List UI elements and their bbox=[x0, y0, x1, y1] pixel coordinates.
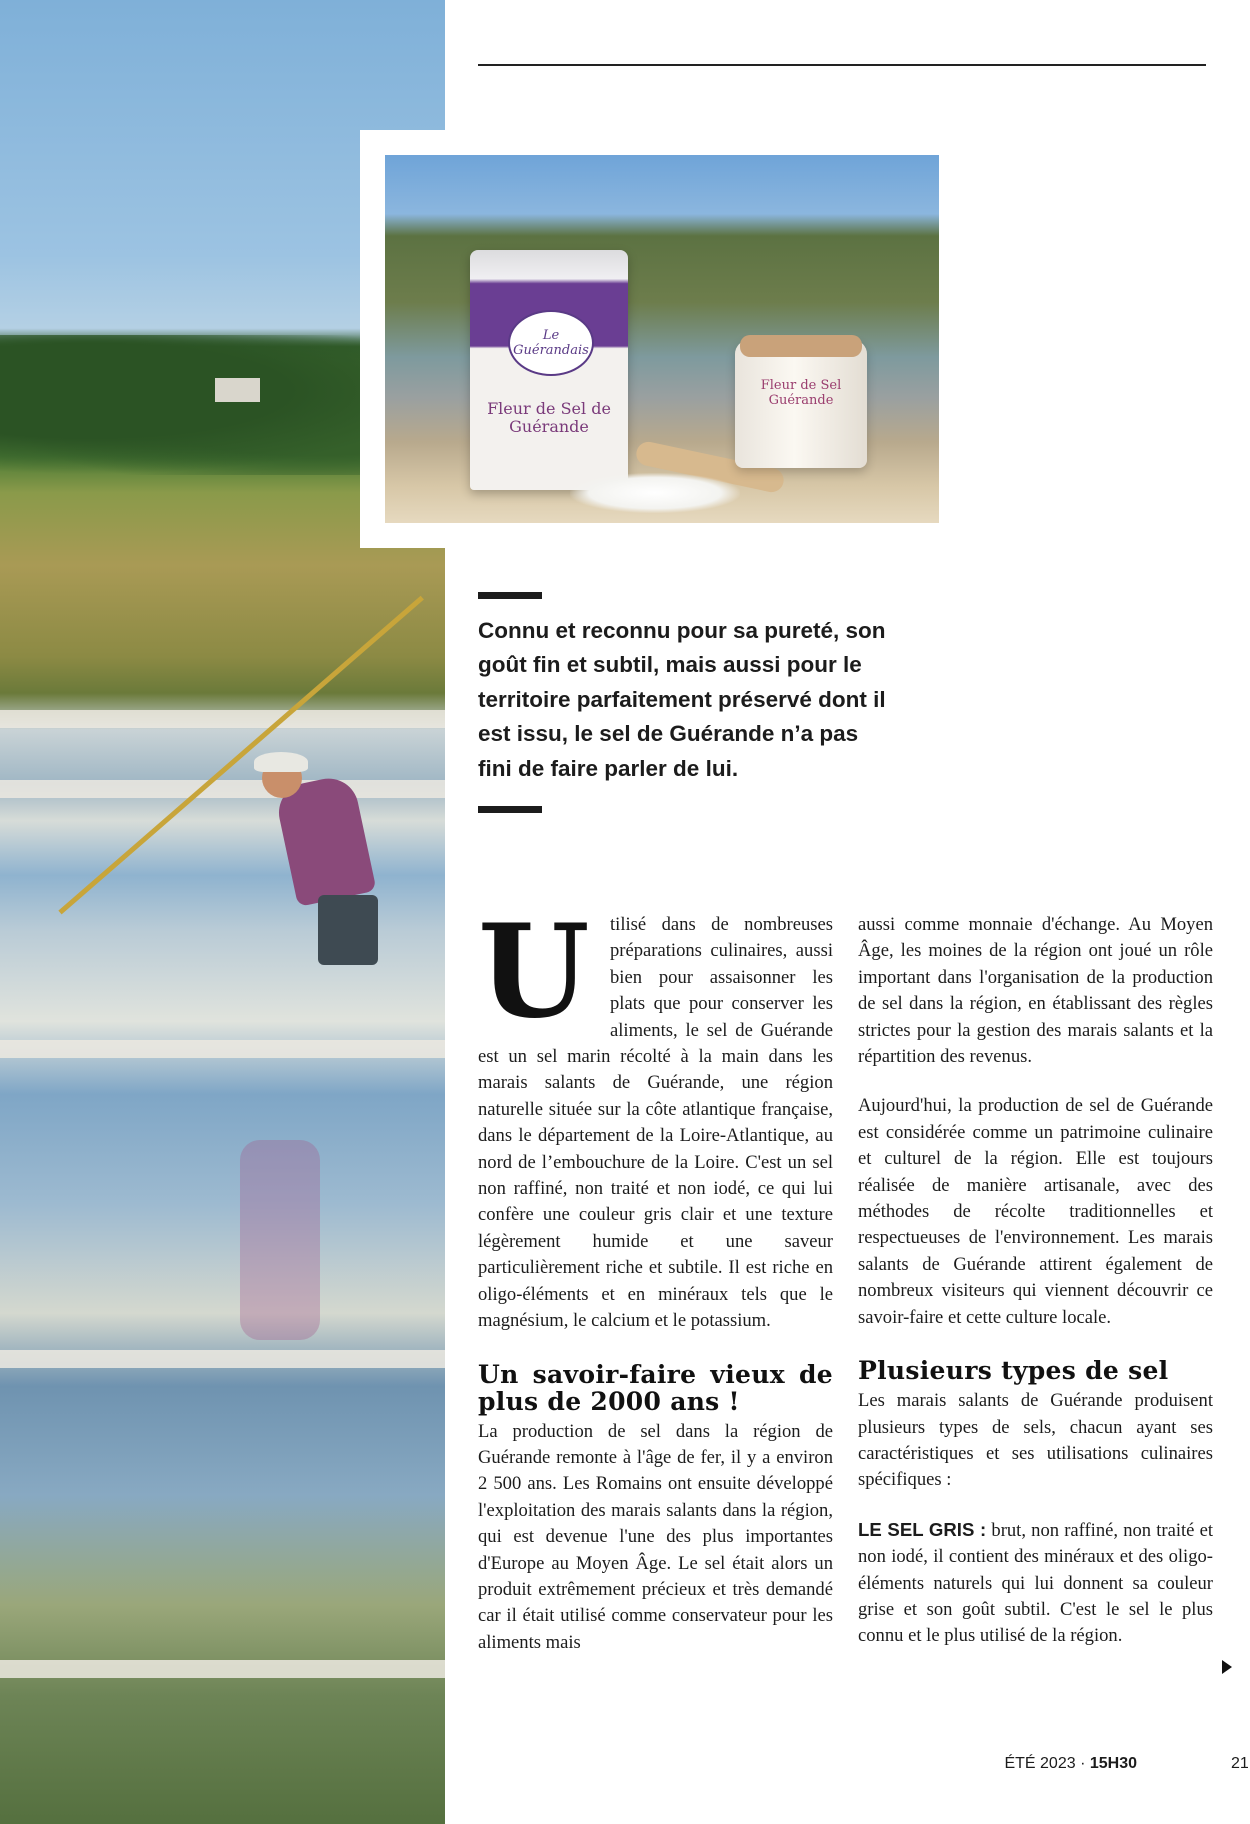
issue-label: ÉTÉ 2023 · bbox=[1004, 1755, 1090, 1772]
salt-bag bbox=[470, 250, 628, 490]
cork-lid bbox=[740, 335, 862, 357]
salt-pile bbox=[570, 473, 740, 513]
bag-label: Fleur de Sel de Guérande bbox=[487, 399, 611, 436]
article-column-2 bbox=[858, 912, 1213, 1650]
salt-jar bbox=[735, 340, 867, 468]
marsh-bank bbox=[0, 1040, 445, 1058]
marsh-bank bbox=[0, 1660, 445, 1678]
paragraph: aussi comme monnaie d'échange. Au Moyen Âge, les moines de la région ont joué un rôle important dans l'organisation de la production de sel dans la région, en établissant des règles strictes pour la gestion des marais salants et la répartition des revenus. bbox=[858, 914, 1213, 1068]
section-heading: Un savoir-faire vieux de plus de 2000 ans ! bbox=[478, 1359, 833, 1416]
paragraph: La production de sel dans la région de Guérande remonte à l'âge de fer, il y a environ 2 500 ans. Les Romains ont ensuite développé l'exploitation des marais salants dans la région, qui est devenue l'une des plus importantes d'Europe au Moyen Âge. Le sel était alors un produit extrêmement précieux et très demandé car il était utilisé comme conservateur pour les aliments mais bbox=[478, 1420, 833, 1653]
spacer bbox=[478, 1335, 833, 1361]
marsh-bank bbox=[0, 710, 445, 728]
water-reflection bbox=[240, 1140, 320, 1340]
jar-label: Fleur de Sel Guérande bbox=[760, 378, 842, 408]
section-heading: Plusieurs types de sel bbox=[858, 1356, 1169, 1386]
paragraph bbox=[858, 1517, 1213, 1650]
page-number: 21 bbox=[1231, 1755, 1249, 1772]
spacer bbox=[858, 1494, 1213, 1517]
intro-dash-bottom bbox=[478, 806, 542, 813]
marsh-bank bbox=[0, 780, 445, 798]
bag-logo: Le Guérandais bbox=[508, 310, 594, 376]
magazine-name: 15H30 bbox=[1089, 1755, 1137, 1772]
marsh-bank bbox=[0, 1350, 445, 1368]
paragraph-text: tilisé dans de nombreuses préparations culinaires, aussi bien pour assaisonner les plats que pour conserver les aliments, le sel de Guérande est un sel marin récolté à la main dans les marais salants de Guérande, une région naturelle située sur la côte atlantique française, dans le département de la Loire-Atlantique, au nord de l’embouchure de la Loire. C'est un sel non raffiné, non traité et non iodé, ce qui lui confère une couleur gris clair et une texture légèrement humide et une saveur particulièrement riche et subtile. Il est riche en oligo-éléments et en minéraux tels que le magnésium, le calcium et le potassium. bbox=[478, 914, 833, 1332]
continue-arrow-icon bbox=[1222, 1660, 1232, 1674]
page-footer bbox=[1004, 1755, 1137, 1773]
spacer bbox=[858, 1070, 1213, 1093]
paragraph: Aujourd'hui, la production de sel de Guérande est considérée comme un patrimoine culinaire et culturel de la région. Elle est toujours réalisée de manière artisanale, avec des méthodes de récolte traditionnelles et respectueuses de l'environnement. Les marais salants de Guérande attirent également de nombreux visiteurs qui viennent découvrir ce savoir-faire et cette culture locale. bbox=[858, 1095, 1213, 1328]
intro-text: Connu et reconnu pour sa pureté, son goût fin et subtil, mais aussi pour le territoire parfaitement préservé dont il est issu, le sel de Guérande n’a pas fini de faire parler de lui. bbox=[478, 618, 886, 781]
drop-cap: U bbox=[478, 897, 590, 1047]
intro-dash-top bbox=[478, 592, 542, 599]
salt-type-label: LE SEL GRIS : bbox=[858, 1518, 987, 1540]
salt-worker-shorts bbox=[318, 895, 378, 965]
spacer bbox=[858, 1331, 1213, 1357]
product-photo bbox=[385, 155, 939, 523]
article-column-1 bbox=[478, 897, 833, 1656]
paragraph: Les marais salants de Guérande produisent plusieurs types de sels, chacun ayant ses caractéristiques et ses utilisations culinaires spécifiques : bbox=[858, 1390, 1213, 1491]
salt-worker-hat bbox=[254, 752, 308, 772]
paragraph-text: brut, non raffiné, non traité et non iodé, il contient des minéraux et des oligo-éléments naturels qui lui donnent sa couleur grise et son goût subtil. C'est le sel le plus connu et le plus utilisé de la région. bbox=[858, 1519, 1214, 1647]
top-rule bbox=[478, 64, 1206, 66]
paragraph bbox=[478, 897, 833, 1335]
house bbox=[215, 378, 260, 402]
